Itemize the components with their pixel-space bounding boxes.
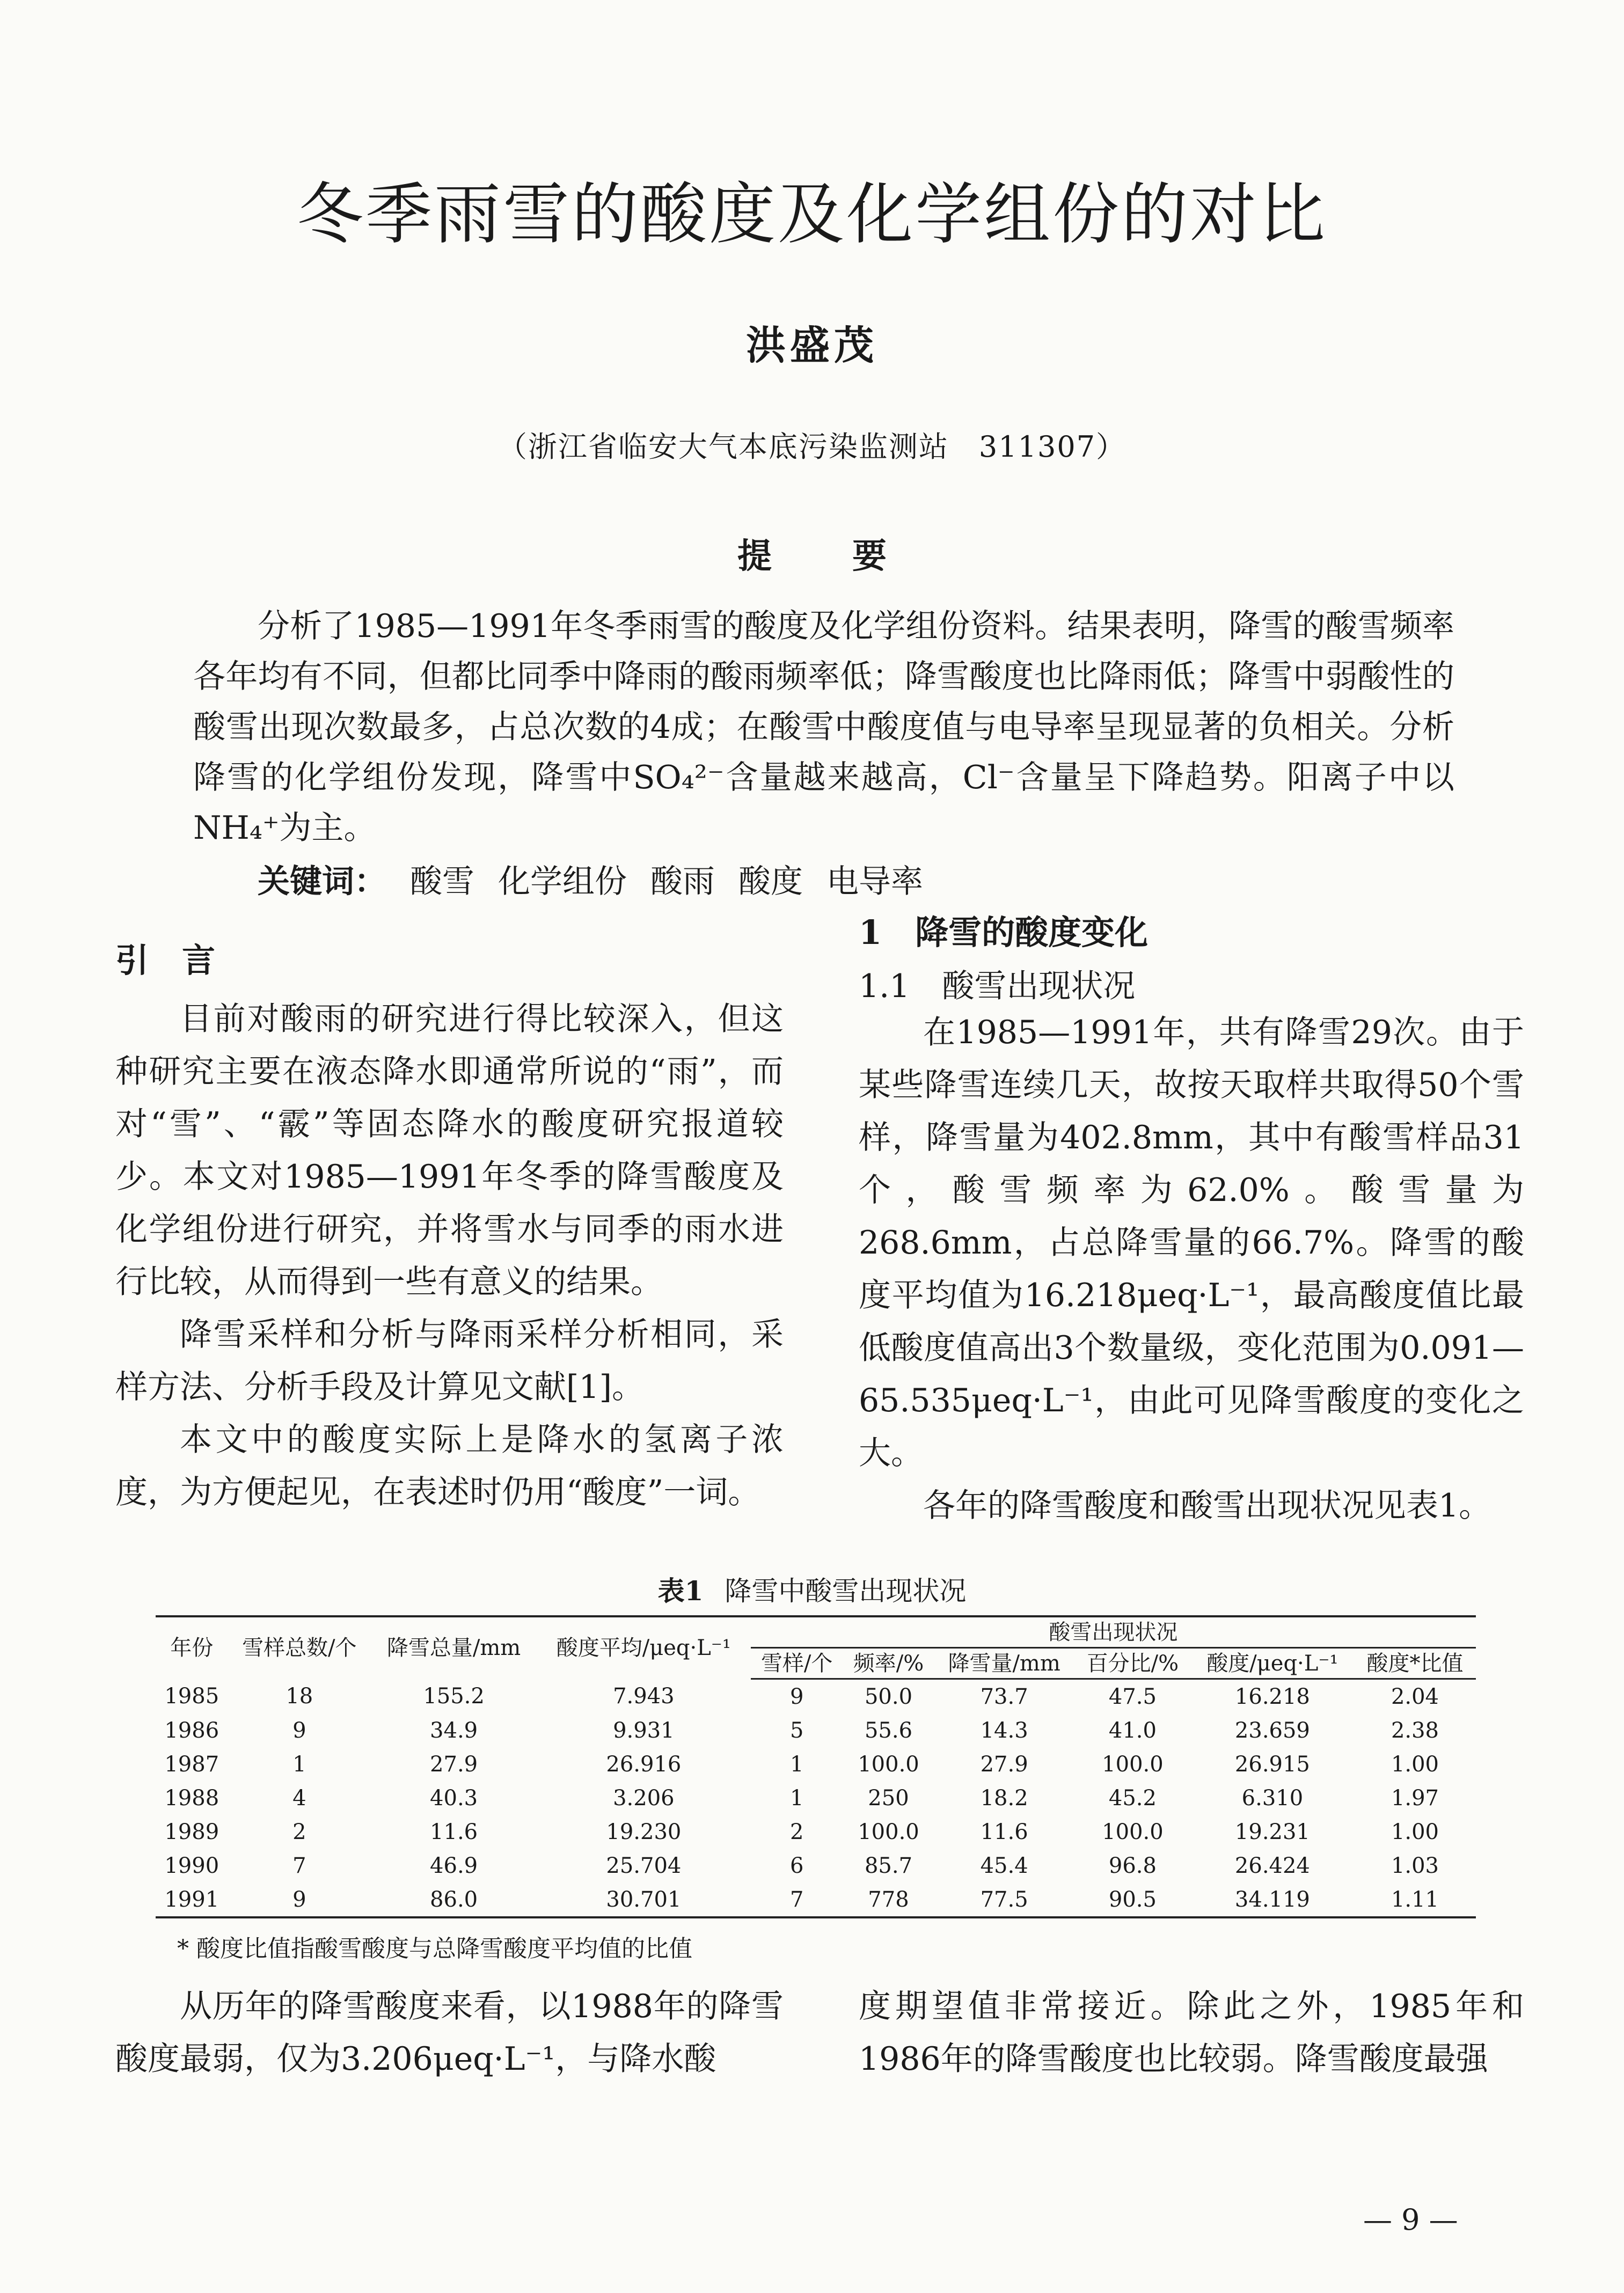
table-cell: 1 — [789, 1785, 804, 1811]
table-cell: 90.5 — [1074, 1882, 1191, 1917]
table-cell: 73.7 — [980, 1684, 1028, 1709]
section-1-body — [859, 1006, 1524, 1532]
keywords — [258, 856, 923, 902]
intro-heading: 引 言 — [115, 941, 216, 980]
table-cell: 1985 — [164, 1683, 220, 1709]
table-cell: 96.8 — [1108, 1853, 1157, 1878]
table-cell: 9 — [228, 1882, 371, 1917]
table-1-caption — [0, 1570, 1624, 1608]
table-1 — [156, 1615, 1476, 1918]
table-cell: 1990 — [164, 1853, 220, 1878]
table-cell: 11.6 — [980, 1819, 1028, 1844]
table-cell: 6 — [789, 1853, 804, 1878]
table-cell: 55.6 — [864, 1718, 913, 1743]
table-cell: 1988 — [164, 1785, 220, 1811]
table-cell: 7.943 — [613, 1683, 675, 1709]
table-row — [156, 1815, 1476, 1849]
table-cell: 1 — [292, 1752, 306, 1777]
table-cell: 4 — [292, 1785, 306, 1811]
table-cell: 34.119 — [1191, 1882, 1354, 1917]
table-cell: 1.00 — [1391, 1752, 1439, 1777]
table-header-cell: 酸度/μeq·L⁻¹ — [1191, 1648, 1354, 1679]
table-cell: 1991 — [156, 1882, 228, 1917]
table-cell: 5 — [789, 1718, 804, 1743]
table-cell: 18.2 — [980, 1785, 1028, 1811]
table-cell: 1989 — [164, 1819, 220, 1844]
table-group-header: 酸雪出现状况 — [751, 1616, 1476, 1648]
table-row — [156, 1882, 1476, 1917]
after-table-paragraph-right: 度期望值非常接近。除此之外，1985年和1986年的降雪酸度也比较弱。降雪酸度最强 — [859, 1988, 1524, 2078]
table-cell: 2 — [789, 1819, 804, 1844]
table-cell: 45.4 — [980, 1853, 1028, 1878]
table-cell: 1 — [789, 1752, 804, 1777]
table-cell: 9.931 — [613, 1718, 675, 1743]
section-1-1-heading: 1.1 酸雪出现状况 — [859, 968, 1136, 1005]
table-cell: 27.9 — [430, 1752, 478, 1777]
after-table-left — [115, 1980, 784, 2085]
table-cell: 27.9 — [980, 1752, 1028, 1777]
table-cell: 1987 — [164, 1752, 220, 1777]
keyword: 酸雪 — [410, 863, 474, 900]
table-header-cell: 降雪量/mm — [934, 1648, 1074, 1679]
table-cell: 7 — [292, 1853, 306, 1878]
table-1-title: 降雪中酸雪出现状况 — [725, 1576, 967, 1607]
table-cell: 1986 — [164, 1718, 220, 1743]
table-cell: 11.6 — [430, 1819, 478, 1844]
table-cell: 30.701 — [537, 1882, 751, 1917]
table-cell: 100.0 — [1102, 1819, 1164, 1844]
keyword: 酸雨 — [650, 863, 715, 900]
section-1-paragraph: 各年的降雪酸度和酸雪出现状况见表1。 — [923, 1487, 1491, 1525]
table-cell: 2.38 — [1391, 1718, 1439, 1743]
table-header-cell: 降雪总量/mm — [371, 1616, 537, 1679]
author-name: 洪盛茂 — [746, 323, 878, 369]
intro-paragraph: 目前对酸雨的研究进行得比较深入，但这种研究主要在液态降水即通常所说的“雨”，而对“雪”、“霰”等固态降水的酸度研究报道较少。本文对1985—1991年冬季的降雪酸度及化学组份进行研究，并将雪水与同季的雨水进行比较，从而得到一些有意义的结果。 — [115, 1000, 784, 1301]
table-cell: 47.5 — [1108, 1684, 1157, 1709]
abstract-heading-char-1: 提 — [737, 536, 772, 576]
table-cell: 1.97 — [1391, 1785, 1439, 1811]
table-header-cell: 年份 — [156, 1616, 228, 1679]
table-header-cell: 雪样/个 — [751, 1648, 843, 1679]
table-cell: 7 — [751, 1882, 843, 1917]
table-header-cell: 百分比/% — [1074, 1648, 1191, 1679]
abstract-text: 分析了1985—1991年冬季雨雪的酸度及化学组份资料。结果表明，降雪的酸雪频率各年均有不同，但都比同季中降雨的酸雨频率低；降雪酸度也比降雨低；降雪中弱酸性的酸雪出现次数最多，占总次数的4成；在酸雪中酸度值与电导率呈现显著的负相关。分析降雪的化学组份发现，降雪中SO₄²⁻含量越来越高，Cl⁻含量呈下降趋势。阳离子中以NH₄⁺为主。 — [193, 607, 1454, 847]
table-cell: 85.7 — [864, 1853, 913, 1878]
table-cell: 77.5 — [934, 1882, 1074, 1917]
table-header-cell: 酸度*比值 — [1354, 1648, 1476, 1679]
table-cell: 1.03 — [1391, 1853, 1439, 1878]
table-cell: 9 — [292, 1718, 306, 1743]
table-cell: 16.218 — [1234, 1684, 1310, 1709]
keywords-label: 关键词： — [258, 863, 386, 900]
table-row — [156, 1781, 1476, 1815]
table-cell: 26.424 — [1234, 1853, 1310, 1878]
affiliation: （浙江省临安大气本底污染监测站 311307） — [498, 430, 1126, 464]
table-cell: 19.231 — [1234, 1819, 1310, 1844]
table-cell: 50.0 — [864, 1684, 913, 1709]
intro-paragraph: 本文中的酸度实际上是降水的氢离子浓度，为方便起见，在表述时仍用“酸度”一词。 — [115, 1421, 784, 1511]
table-cell: 6.310 — [1241, 1785, 1304, 1811]
table-cell: 19.230 — [606, 1819, 682, 1844]
after-table-paragraph-left: 从历年的降雪酸度来看，以1988年的降雪酸度最弱，仅为3.206μeq·L⁻¹，与降水酸 — [115, 1988, 784, 2078]
keyword: 化学组份 — [498, 863, 627, 900]
keyword: 电导率 — [826, 863, 923, 900]
table-row — [156, 1849, 1476, 1882]
table-cell: 100.0 — [858, 1819, 919, 1844]
section-1-heading: 1 降雪的酸度变化 — [859, 913, 1148, 952]
table-cell: 778 — [843, 1882, 934, 1917]
page-number: — 9 — — [1363, 2203, 1458, 2237]
table-cell: 41.0 — [1108, 1718, 1157, 1743]
table-cell: 100.0 — [858, 1752, 919, 1777]
table-cell: 26.916 — [606, 1752, 682, 1777]
table-cell: 155.2 — [423, 1683, 485, 1709]
keyword: 酸度 — [738, 863, 803, 900]
table-cell: 1.00 — [1391, 1819, 1439, 1844]
table-cell: 2 — [292, 1819, 306, 1844]
table-cell: 45.2 — [1108, 1785, 1157, 1811]
paper-title: 冬季雨雪的酸度及化学组份的对比 — [296, 176, 1327, 253]
table-row — [156, 1713, 1476, 1747]
section-1-paragraph: 在1985—1991年，共有降雪29次。由于某些降雪连续几天，故按天取样共取得50个雪样，降雪量为402.8mm，其中有酸雪样品31个，酸雪频率为62.0%。酸雪量为268.6mm，占总降雪量的66.7%。降雪的酸度平均值为16.218μeq·L⁻¹，最高酸度值比最低酸度值高出3个数量级，变化范围为0.091—65.535μeq·L⁻¹，由此可见降雪酸度的变化之大。 — [859, 1014, 1524, 1472]
table-cell: 2.04 — [1391, 1684, 1439, 1709]
table-header-cell: 雪样总数/个 — [228, 1616, 371, 1679]
table-cell: 100.0 — [1102, 1752, 1164, 1777]
table-cell: 40.3 — [430, 1785, 478, 1811]
after-table-right — [859, 1980, 1524, 2085]
table-cell: 23.659 — [1234, 1718, 1310, 1743]
abstract-heading-char-2: 要 — [852, 536, 887, 576]
abstract-heading — [0, 529, 1624, 578]
table-cell: 86.0 — [371, 1882, 537, 1917]
intro-paragraph: 降雪采样和分析与降雨采样分析相同，采样方法、分析手段及计算见文献[1]。 — [115, 1316, 784, 1406]
table-cell: 250 — [868, 1785, 909, 1811]
table-1-footnote: * 酸度比值指酸雪酸度与总降雪酸度平均值的比值 — [177, 1935, 692, 1962]
table-cell: 34.9 — [430, 1718, 478, 1743]
table-cell: 26.915 — [1234, 1752, 1310, 1777]
table-cell: 25.704 — [606, 1853, 682, 1878]
table-row — [156, 1747, 1476, 1781]
table-header-cell: 频率/% — [843, 1648, 934, 1679]
table-cell: 14.3 — [980, 1718, 1028, 1743]
table-cell: 18 — [286, 1683, 313, 1709]
table-cell: 9 — [789, 1684, 804, 1709]
table-row — [156, 1679, 1476, 1714]
table-cell: 46.9 — [430, 1853, 478, 1878]
table-1-number: 表1 — [657, 1575, 704, 1607]
table-cell: 3.206 — [613, 1785, 675, 1811]
table-cell: 1.11 — [1354, 1882, 1476, 1917]
intro-body — [115, 993, 784, 1519]
table-header-cell: 酸度平均/μeq·L⁻¹ — [537, 1616, 751, 1679]
